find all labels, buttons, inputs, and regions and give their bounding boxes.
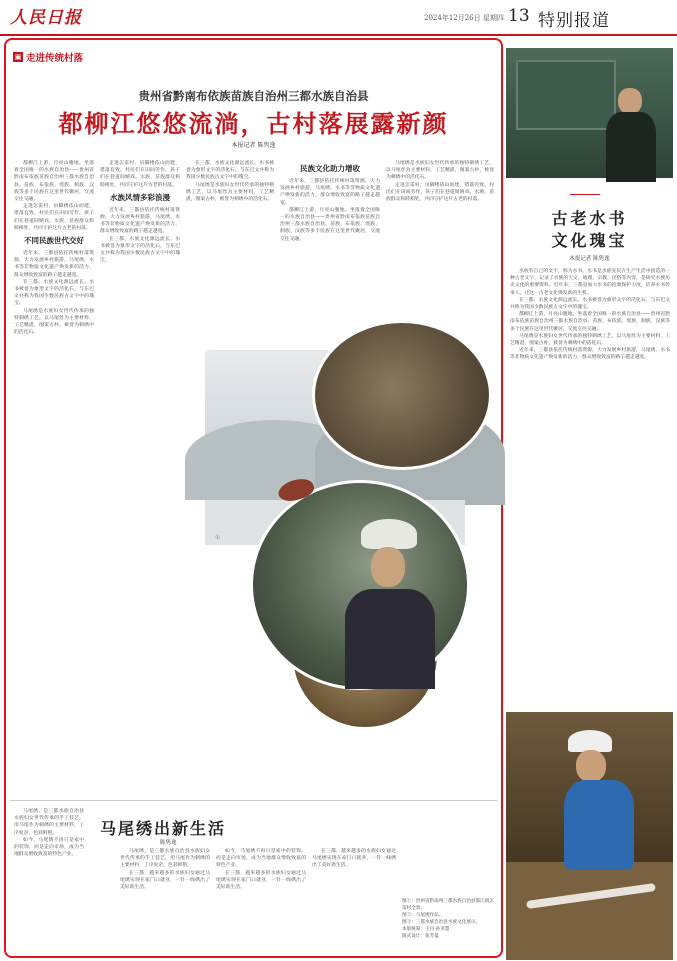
paragraph: 马尾绣是水族妇女世代传承的独特刺绣工艺，以马尾丝为主要材料，工艺精湛，图案古朴，被誉为刺绣中的活化石。 (14, 308, 94, 336)
village-aerial-photo (312, 320, 492, 470)
column-tag (13, 50, 83, 64)
title-ornament (570, 194, 600, 202)
sidebar-byline: 本报记者 陈隽逸 (569, 256, 610, 262)
photo-number: ① (215, 534, 221, 541)
horsetail-embroidery-craft-photo (506, 712, 673, 960)
issue-date: 2024年12月26日 星期四 (424, 14, 504, 22)
article-column-1 (14, 160, 94, 800)
paragraph: 近年来，三都县依托传统村落资源，大力发展乡村旅游，马尾绣、水书等非物质文化遗产焕发新的活力，群众增收致富的路子越走越宽。 (100, 207, 180, 235)
newspaper-logo: 人民日报 (10, 8, 82, 28)
masthead (0, 0, 677, 36)
paragraph: 马尾绣，是三都水族自治县水族妇女世代传承的手工技艺，用马尾作为刺绣的主要材料，工序复杂，色彩鲜艳。 (120, 849, 210, 869)
paragraph: 马尾绣是水族妇女世代传承的独特刺绣工艺，以马尾丝为主要材料，工艺精湛，图案古朴，被誉为刺绣中的活化石。 (186, 182, 274, 203)
subhead-1: 不同民族世代交好 (24, 236, 84, 246)
sidebar-title-line-2[interactable]: 文化瑰宝 (551, 231, 628, 250)
paragraph: 近年来，三都县依托传统村落资源，大力发展乡村旅游，马尾绣、水书等非物质文化遗产焕发新的活力，群众增收致富的路子越走越宽。 (510, 348, 670, 361)
paragraph: 在三都，越来越多的水族妇女通过马尾绣实现在家门口就业，一针一线绣出了美好新生活。 (216, 870, 306, 891)
paragraph: 在三都，越来越多的水族妇女通过马尾绣实现在家门口就业，一针一线绣出了美好新生活。 (312, 849, 396, 869)
paragraph: 在三都，水族文化源远流长。水书被誉为象形文字的活化石，与东巴文并称为我国少数民族古文字中的瑰宝。 (510, 297, 670, 311)
paragraph: 走进怎雷村，吊脚楼依山而建，错落有致。村民们在田间劳作，孩子们在巷道间嬉戏。水族、苗族群众和睦相处，共同守护这片古老的村落。 (14, 204, 94, 231)
paragraph: 马尾绣，是三都水族自治县水族妇女世代传承的手工技艺，用马尾作为刺绣的主要材料，工序复杂，色彩鲜艳。 (14, 809, 84, 836)
shuishu-teacher-photo (506, 48, 673, 178)
paragraph: 近年来，三都县依托传统村落资源，大力发展乡村旅游，马尾绣、水书等非物质文化遗产焕发新的活力，群众增收致富的路子越走越宽。 (14, 251, 94, 278)
paragraph: 水族有自己的文字，称为水书。水书是水族先民在生产生活中创造的一种古老文字，记录了水族的天文、地理、宗教、民俗等内容，是研究水族历史文化的重要资料。近年来，三都县加大水书的抢救保护力度，培养水书传承人，让这一古老文化焕发新的生机。 (510, 269, 670, 296)
subhead-2: 水族风情多彩浪漫 (110, 192, 170, 202)
paragraph: 如今，马尾绣不再只是家中的装饰，而是走向市场，成为当地群众增收致富的特色产业。 (14, 837, 84, 858)
article-column-5 (386, 160, 494, 320)
paragraph: 近年来，三都县依托传统村落资源，大力发展乡村旅游，马尾绣、水书等非物质文化遗产焕发新的活力，群众增收致富的路子越走越宽。 (280, 179, 380, 206)
article-column-2 (100, 160, 180, 800)
tag-icon: ▣ (14, 53, 22, 61)
bottom-article-byline: 陈隽逸 (160, 840, 177, 846)
article-headline[interactable]: 都柳江悠悠流淌，古村落展露新颜 (58, 109, 449, 138)
article-byline: 本报记者 陈隽逸 (231, 142, 276, 149)
bottom-column-4 (312, 848, 396, 953)
bottom-column-3 (216, 848, 306, 953)
sidebar-title-line-1[interactable]: 古老水书 (551, 209, 628, 228)
paragraph: 在三都，越来越多的水族妇女通过马尾绣实现在家门口就业，一针一线绣出了美好新生活。 (120, 870, 210, 891)
section-divider (10, 800, 497, 801)
column-tag-label: 走进传统村落 (26, 53, 84, 64)
paragraph: 在三都，水族文化源远流长。水书被誉为象形文字的活化石，与东巴文并称为我国少数民族古文字中的瑰宝。 (100, 236, 180, 264)
paragraph: 走进怎雷村，吊脚楼依山而建，错落有致。村民们在田间劳作，孩子们在巷道间嬉戏。水族、苗族群众和睦相处，共同守护这片古老的村落。 (386, 182, 494, 203)
ethnic-woman-photo (250, 480, 470, 690)
paragraph: 都柳江上游，月亮山腹地。坐落着全国唯一的水族自治县——贵州省黔南布依族苗族自治州三都水族自治县。苗族、布依族、瑶族、侗族、汉族等多个民族在这里世代聚居，交流交往交融。 (510, 312, 670, 332)
article-kicker[interactable]: 贵州省黔南布依族苗族自治州三都水族自治县 (138, 89, 369, 103)
bottom-column-2 (120, 848, 210, 953)
article-column-3 (186, 160, 274, 340)
page-number: 13 (508, 6, 530, 26)
paragraph: 走进怎雷村，吊脚楼依山而建，错落有致。村民们在田间劳作，孩子们在巷道间嬉戏。水族、苗族群众和睦相处，共同守护这片古老的村落。 (100, 161, 180, 188)
article-column-4 (280, 160, 380, 320)
section-title: 特别报道 (538, 11, 610, 31)
bottom-article-headline[interactable]: 马尾绣出新生活 (100, 819, 227, 838)
subhead-3: 民族文化助力增收 (300, 164, 360, 173)
paragraph: 在三都，水族文化源远流长。水书被誉为象形文字的活化石，与东巴文并称为我国少数民族古文字中的瑰宝。 (14, 279, 94, 307)
photo-credits: 图①：贵州省黔南州三都水族自治县都江镇怎雷村全景。 图②：马尾绣作品。 图③：三都水族自治县水族文化展示。 本版统筹：王丹 孙亚慧 版式设计：张芳曼 (402, 899, 494, 939)
bottom-column-1 (14, 808, 84, 953)
paragraph: 马尾绣是水族妇女世代传承的独特刺绣工艺，以马尾丝为主要材料，工艺精湛，图案古朴，被誉为刺绣中的活化石。 (386, 161, 494, 181)
paragraph: 都柳江上游，月亮山腹地。坐落着全国唯一的水族自治县——贵州省黔南布依族苗族自治州三都水族自治县。苗族、布依族、瑶族、侗族、汉族等多个民族在这里世代聚居，交流交往交融。 (14, 161, 94, 203)
paragraph: 都柳江上游，月亮山腹地。坐落着全国唯一的水族自治县——贵州省黔南布依族苗族自治州三都水族自治县。苗族、布依族、瑶族、侗族、汉族等多个民族在这里世代聚居，交流交往交融。 (280, 207, 380, 242)
paragraph: 在三都，水族文化源远流长。水书被誉为象形文字的活化石，与东巴文并称为我国少数民族古文字中的瑰宝。 (186, 161, 274, 181)
paragraph: 如今，马尾绣不再只是家中的装饰，而是走向市场，成为当地群众增收致富的特色产业。 (216, 849, 306, 869)
sidebar-article (510, 268, 670, 708)
paragraph: 马尾绣是水族妇女世代传承的独特刺绣工艺，以马尾丝为主要材料，工艺精湛，图案古朴，被誉为刺绣中的活化石。 (510, 333, 670, 347)
